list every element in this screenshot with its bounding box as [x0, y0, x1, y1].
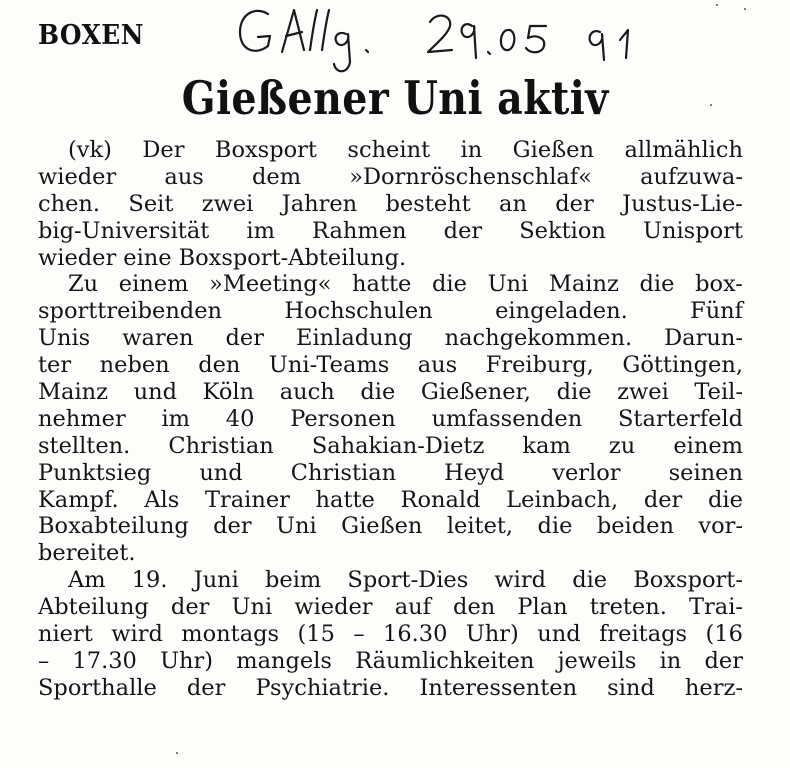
article-line: Am 19. Juni beim Sport-Dies wird die Boxsport-	[68, 567, 743, 594]
article-line: sporttreibenden Hochschulen eingeladen. Fünf	[38, 298, 743, 325]
article-body	[38, 137, 743, 702]
article-line: Punktsieg und Christian Heyd verlor seinen	[38, 459, 743, 486]
scan-speck	[716, 4, 718, 6]
article-line: ter neben den Uni-Teams aus Freiburg, Göttingen,	[38, 352, 743, 379]
headline: Gießener Uni aktiv	[181, 71, 609, 125]
article-line: – 17.30 Uhr) mangels Räumlichkeiten jeweils in der	[38, 647, 743, 674]
article-line: wieder aus dem »Dornröschenschlaf« aufzuwa-	[38, 163, 743, 190]
scan-speck	[744, 8, 746, 10]
article-line: niert wird montags (15 – 16.30 Uhr) und freitags (16	[38, 621, 743, 648]
scan-speck	[176, 752, 178, 754]
article-line: Kampf. Als Trainer hatte Ronald Leinbach, der die	[38, 486, 743, 513]
article-line: nehmer im 40 Personen umfassenden Starterfeld	[38, 405, 743, 432]
article-line: (vk) Der Boxsport scheint in Gießen allmählich	[68, 137, 743, 163]
article-line: big-Universität im Rahmen der Sektion Unisport	[38, 217, 743, 244]
article-line: Mainz und Köln auch die Gießener, die zwei Teil-	[38, 379, 743, 406]
article-line: stellten. Christian Sahakian-Dietz kam zu einem	[38, 432, 743, 459]
article-line: Sporthalle der Psychiatrie. Interessenten sind herz-	[38, 674, 743, 701]
article-line: Zu einem »Meeting« hatte die Uni Mainz die box-	[68, 271, 743, 298]
scan-speck	[710, 104, 712, 106]
article-line: Abteilung der Uni wieder auf den Plan treten. Trai-	[38, 594, 743, 621]
section-label: BOXEN	[38, 20, 144, 51]
article-line: chen. Seit zwei Jahren besteht an der Justus-Lie-	[38, 190, 743, 217]
article-line: wieder eine Boxsport-Abteilung.	[38, 244, 407, 271]
article-line: Unis waren der Einladung nachgekommen. Darun-	[38, 325, 743, 352]
article-line: bereitet.	[38, 540, 136, 567]
article-line: Boxabteilung der Uni Gießen leitet, die beiden vor-	[38, 513, 743, 540]
